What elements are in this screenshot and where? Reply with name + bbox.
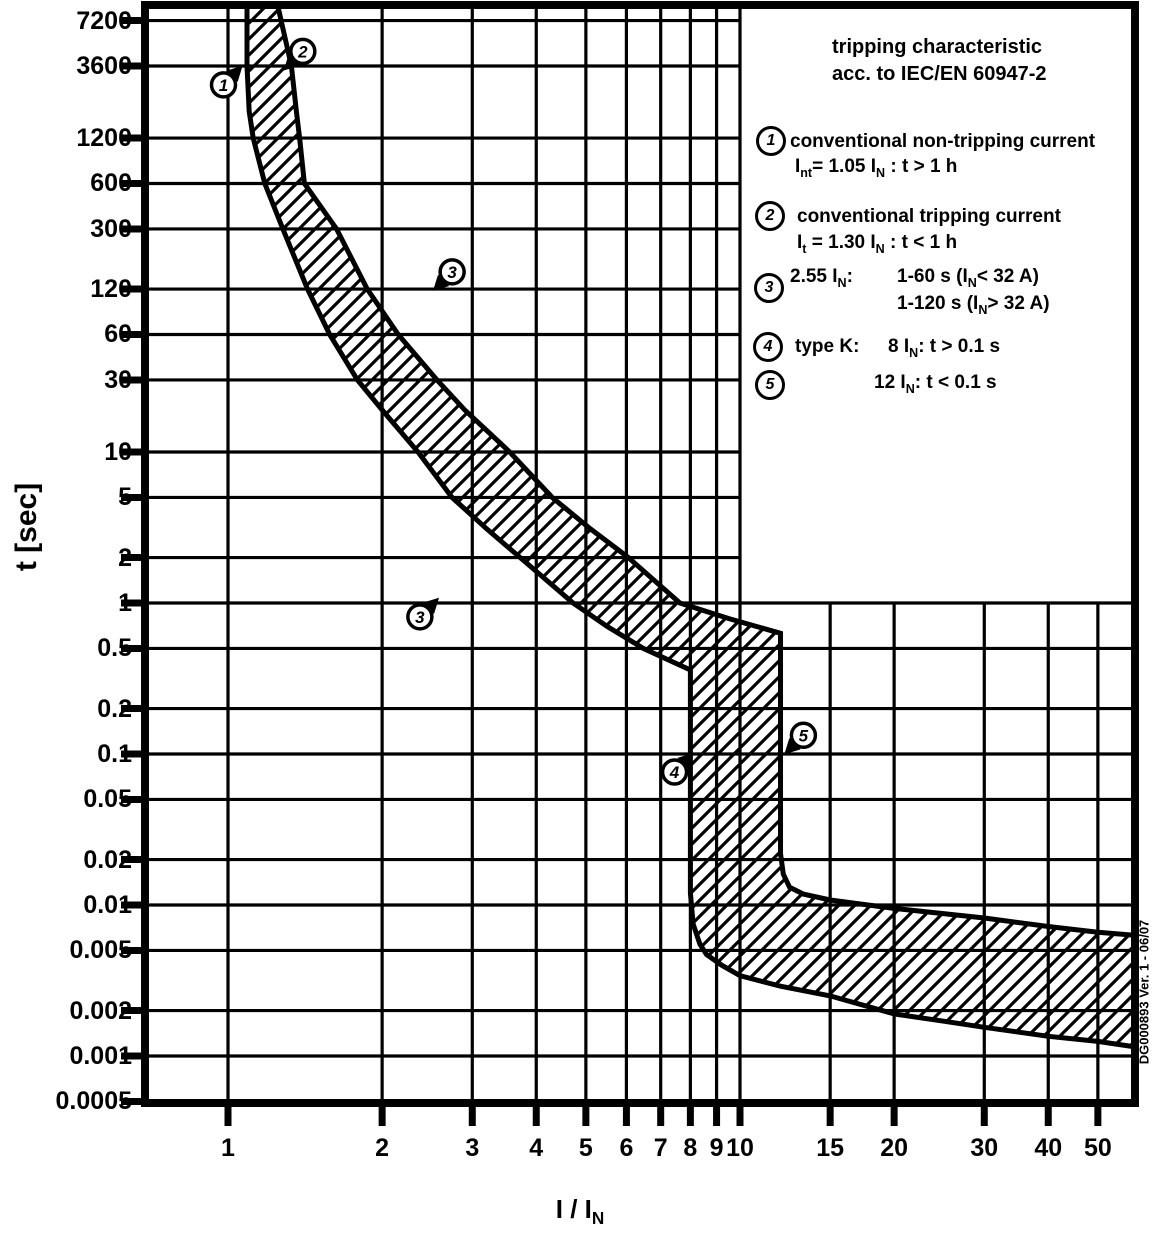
y-tick-label-600: 600 bbox=[90, 169, 132, 198]
legend-badge-4: 4 bbox=[753, 332, 783, 362]
x-tick-label-30: 30 bbox=[970, 1134, 999, 1162]
x-tick-label-40: 40 bbox=[1034, 1134, 1063, 1162]
legend-item2-line1: conventional tripping current bbox=[797, 206, 1061, 227]
y-axis-title: t [sec] bbox=[10, 482, 43, 572]
y-tick-label-0.2: 0.2 bbox=[97, 694, 132, 723]
legend-title-line1: tripping characteristic bbox=[832, 36, 1043, 58]
y-tick-label-1200: 1200 bbox=[76, 124, 132, 153]
y-tick-label-7200: 7200 bbox=[76, 6, 132, 35]
x-tick-label-4: 4 bbox=[529, 1134, 544, 1162]
x-tick-label-9: 9 bbox=[709, 1134, 724, 1162]
y-tick-label-60: 60 bbox=[104, 320, 132, 349]
y-tick-label-2: 2 bbox=[118, 543, 132, 572]
marker-label-3: 3 bbox=[415, 607, 425, 627]
marker-label-4: 4 bbox=[669, 762, 680, 782]
x-tick-label-10: 10 bbox=[726, 1134, 754, 1162]
y-tick-label-0.0005: 0.0005 bbox=[55, 1087, 132, 1116]
x-tick-label-7: 7 bbox=[653, 1134, 668, 1162]
marker-label-5: 5 bbox=[798, 726, 809, 746]
y-tick-label-0.005: 0.005 bbox=[69, 936, 132, 965]
legend-item3-line1: 1-60 s ($I_N< 32$ A) bbox=[897, 266, 1039, 290]
marker-label-3: 3 bbox=[447, 262, 457, 282]
legend-item3-criterion: 2.55 $I_N$: bbox=[790, 266, 853, 290]
y-tick-label-0.1: 0.1 bbox=[97, 740, 132, 768]
y-tick-label-0.01: 0.01 bbox=[83, 891, 132, 919]
y-tick-label-0.001: 0.001 bbox=[69, 1042, 132, 1070]
marker-label-2: 2 bbox=[298, 42, 308, 62]
y-tick-label-1: 1 bbox=[118, 589, 132, 617]
document-id-watermark: DG000893 Ver. 1 - 06/07 bbox=[1136, 919, 1152, 1065]
y-tick-label-0.05: 0.05 bbox=[83, 785, 132, 814]
legend-title-line2: acc. to IEC/EN 60947-2 bbox=[832, 63, 1047, 85]
x-axis-title: I / $I_N$ bbox=[555, 1194, 605, 1229]
x-tick-label-2: 2 bbox=[375, 1134, 390, 1162]
x-tick-label-6: 6 bbox=[619, 1134, 634, 1162]
y-tick-label-0.002: 0.002 bbox=[69, 996, 132, 1025]
x-tick-label-1: 1 bbox=[221, 1134, 235, 1162]
legend-item5-line1: 12 $I_N$: t < 0.1 s bbox=[874, 372, 997, 396]
y-tick-label-300: 300 bbox=[90, 214, 132, 243]
legend-badge-3: 3 bbox=[754, 273, 784, 303]
legend-item2-line2: $I_t = 1.30$ $I_N$ : t < 1 h bbox=[797, 232, 958, 256]
legend-item4-type: type K: bbox=[795, 336, 860, 357]
legend-item3-line2: 1-120 s ($I_N> 32$ A) bbox=[897, 293, 1050, 317]
x-tick-label-3: 3 bbox=[465, 1134, 480, 1162]
y-tick-label-0.5: 0.5 bbox=[97, 634, 132, 663]
y-tick-label-0.02: 0.02 bbox=[83, 845, 132, 874]
legend-item4-line1: 8 $I_N$: t > 0.1 s bbox=[888, 336, 1001, 360]
y-tick-label-5: 5 bbox=[118, 483, 132, 512]
y-tick-label-120: 120 bbox=[90, 275, 132, 304]
x-tick-label-50: 50 bbox=[1083, 1134, 1112, 1162]
marker-label-1: 1 bbox=[218, 75, 229, 95]
legend-badge-1: 1 bbox=[756, 126, 786, 156]
legend-badge-5: 5 bbox=[755, 370, 785, 400]
legend-item1-line1: conventional non-tripping current bbox=[790, 131, 1096, 152]
x-tick-label-8: 8 bbox=[683, 1134, 698, 1162]
x-tick-label-5: 5 bbox=[578, 1134, 593, 1162]
x-tick-label-20: 20 bbox=[880, 1134, 909, 1162]
legend-badge-2: 2 bbox=[755, 201, 785, 231]
y-tick-label-3600: 3600 bbox=[76, 51, 132, 80]
x-tick-label-15: 15 bbox=[816, 1134, 845, 1162]
y-tick-label-10: 10 bbox=[104, 438, 132, 466]
legend-item1-line2: $I_{nt}= 1.05$ $I_N$ : t > 1 h bbox=[795, 156, 958, 180]
y-tick-label-30: 30 bbox=[104, 365, 132, 394]
